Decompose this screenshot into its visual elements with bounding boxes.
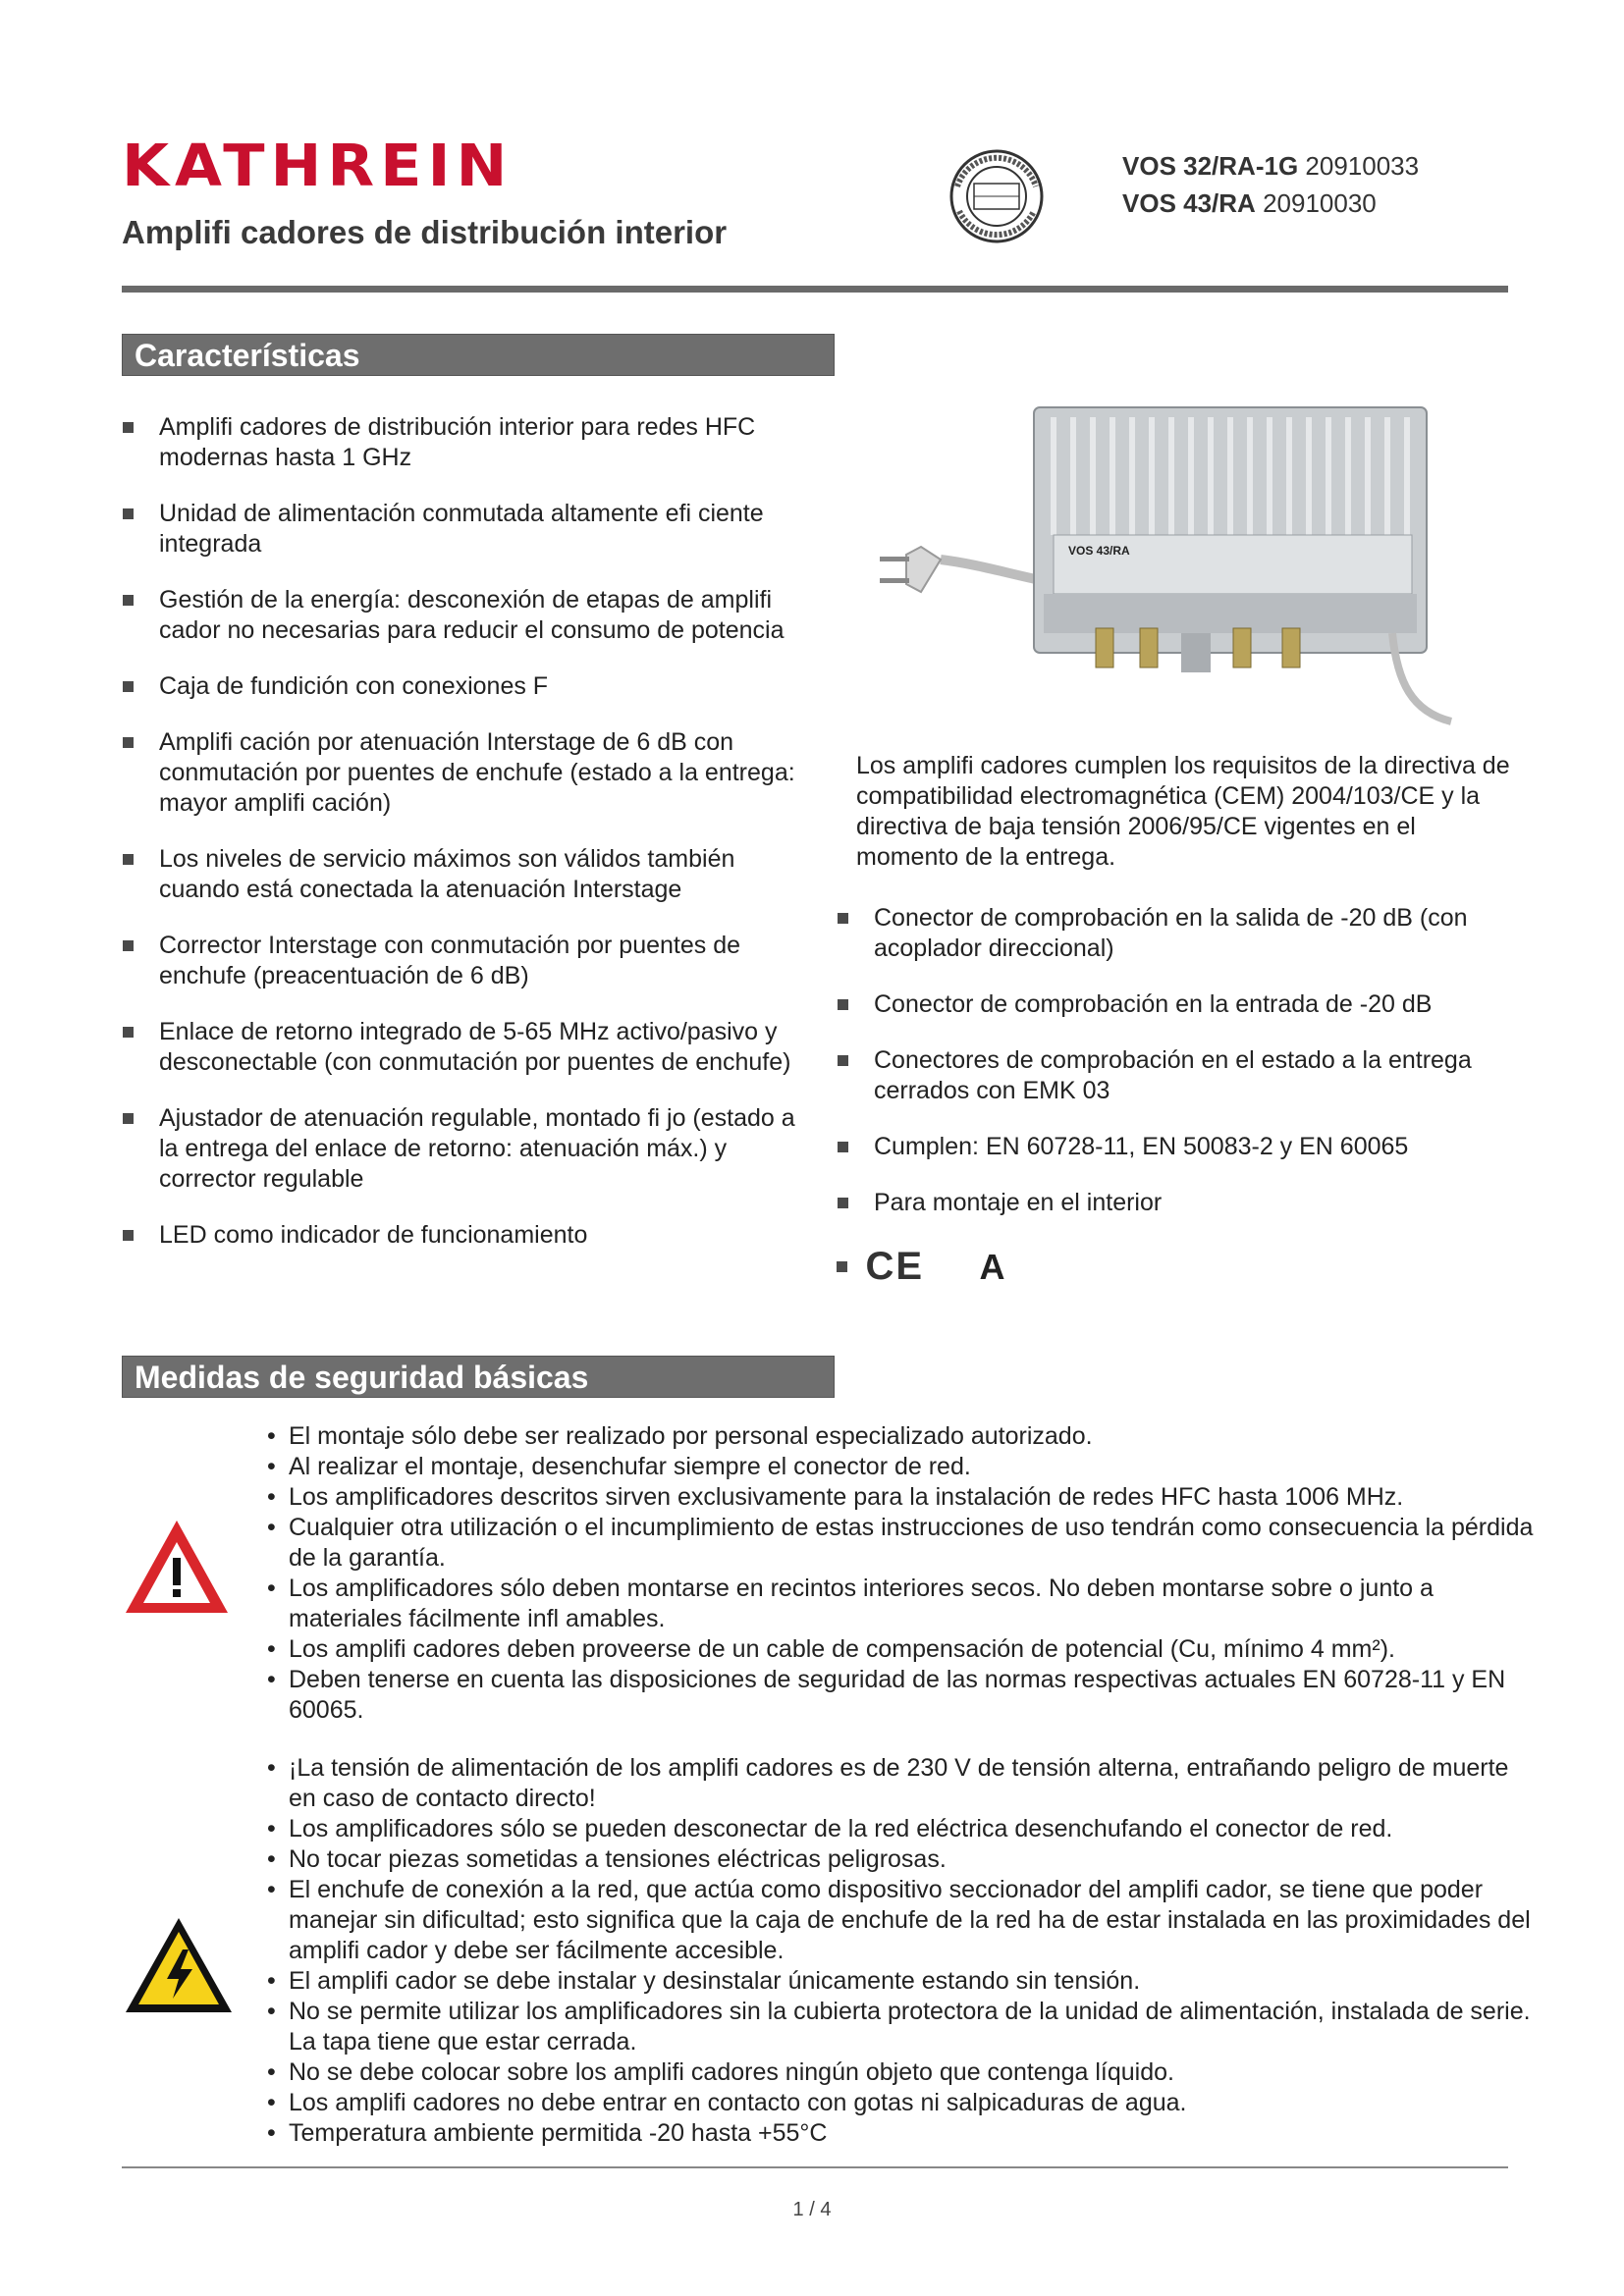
amplifier-device-image [862,388,1471,751]
list-item: • No se debe colocar sobre los amplifi cadores ningún objeto que contenga líquido. [267,2057,1534,2088]
safety-heading: Medidas de seguridad básicas [122,1356,835,1398]
high-voltage-warning-icon [122,1914,236,2016]
list-item: Para montaje en el interior [837,1188,1514,1218]
list-item: Caja de fundición con conexiones F [122,671,819,702]
safety-list-general [267,1421,1534,1726]
list-item: Unidad de alimentación conmutada altamente efi ciente integrada [122,499,819,560]
device-label: VOS 43/RA [1068,544,1130,558]
list-item: Ajustador de atenuación regulable, montado fi jo (estado a la entrega del enlace de retorno: atenuación máx.) y corrector regulable [122,1103,819,1195]
page-number: 1 / 4 [792,2199,832,2220]
list-item: • El amplifi cador se debe instalar y desinstalar únicamente estando sin tensión. [267,1966,1534,1997]
list-item: • Los amplificadores sólo deben montarse en recintos interiores secos. No deben montarse sobre o junto a materiales fácilmente infl amables. [267,1574,1534,1634]
model-name: VOS 43/RA [1122,188,1256,218]
list-item: Conectores de comprobación en el estado a la entrega cerrados con EMK 03 [837,1045,1514,1106]
ce-mark-icon: CE [865,1245,925,1288]
class-a-mark-icon: A [979,1246,1005,1287]
list-item: • El montaje sólo debe ser realizado por personal especializado autorizado. [267,1421,1534,1452]
features-heading: Características [122,334,835,376]
features-list [122,412,819,1276]
model-numbers [1122,147,1419,222]
list-item: Los niveles de servicio máximos son válidos también cuando está conectada la atenuación Interstage [122,844,819,905]
list-item: • No tocar piezas sometidas a tensiones eléctricas peligrosas. [267,1844,1534,1875]
list-item: LED como indicador de funcionamiento [122,1220,819,1251]
list-item: • El enchufe de conexión a la red, que actúa como dispositivo seccionador del amplifi cador, se tiene que poder manejar sin dificultad; esto significa que la caja de enchufe de la red ha de estar instalada en las proximidades del amplifi cador y debe ser fácilmente accesible. [267,1875,1534,1966]
test-connectors-list [837,903,1514,1244]
page-title: Amplifi cadores de distribución interior [122,214,728,250]
list-item: • Los amplificadores sólo se pueden desconectar de la red eléctrica desenchufando el conector de red. [267,1814,1534,1844]
kathrein-logo: KATHREIN [122,131,514,200]
model-line-2 [1122,185,1419,222]
list-item: • No se permite utilizar los amplificadores sin la cubierta protectora de la unidad de alimentación, instalada de serie. La tapa tiene que estar cerrada. [267,1997,1534,2057]
list-item: • Los amplifi cadores no debe entrar en contacto con gotas ni salpicaduras de agua. [267,2088,1534,2118]
list-item: • Los amplificadores descritos sirven exclusivamente para la instalación de redes HFC hasta 1006 MHz. [267,1482,1534,1513]
list-item: Gestión de la energía: desconexión de etapas de amplifi cador no necesarias para reducir el consumo de potencia [122,585,819,646]
certification-marks [837,1245,1005,1288]
header-divider [122,286,1508,293]
model-code: 20910033 [1305,151,1420,181]
footer-divider [122,2166,1508,2168]
list-item: • Deben tenerse en cuenta las disposiciones de seguridad de las normas respectivas actuales EN 60728-11 y EN 60065. [267,1665,1534,1726]
list-item: Conector de comprobación en la salida de -20 dB (con acoplador direccional) [837,903,1514,964]
list-item: Cumplen: EN 60728-11, EN 50083-2 y EN 60065 [837,1132,1514,1162]
list-item: Amplifi cación por atenuación Interstage de 6 dB con conmutación por puentes de enchufe (estado a la entrega: mayor amplifi cación) [122,727,819,819]
warning-triangle-icon [122,1517,232,1617]
model-code: 20910030 [1263,188,1377,218]
safety-list-electrical [267,1753,1534,2149]
directive-text: Los amplifi cadores cumplen los requisitos de la directiva de compatibilidad electromagnética (CEM) 2004/103/CE y la directiva de baja tensión 2006/95/CE vigentes en el momento de la entrega. [856,752,1510,871]
list-item: • ¡La tensión de alimentación de los amplifi cadores es de 230 V de tensión alterna, entrañando peligro de muerte en caso de contacto directo! [267,1753,1534,1814]
list-item: • Los amplifi cadores deben proveerse de un cable de compensación de potencial (Cu, mínimo 4 mm²). [267,1634,1534,1665]
list-item: Enlace de retorno integrado de 5-65 MHz activo/pasivo y desconectable (con conmutación por puentes de enchufe) [122,1017,819,1078]
model-line-1 [1122,147,1419,185]
made-in-germany-seal-icon [947,147,1046,245]
list-item: Amplifi cadores de distribución interior para redes HFC modernas hasta 1 GHz [122,412,819,473]
list-item: Corrector Interstage con conmutación por puentes de enchufe (preacentuación de 6 dB) [122,931,819,991]
list-item: • Al realizar el montaje, desenchufar siempre el conector de red. [267,1452,1534,1482]
model-name: VOS 32/RA-1G [1122,151,1299,181]
list-item: • Cualquier otra utilización o el incumplimiento de estas instrucciones de uso tendrán como consecuencia la pérdida de la garantía. [267,1513,1534,1574]
list-item: • Temperatura ambiente permitida -20 hasta +55°C [267,2118,1534,2149]
list-item: Conector de comprobación en la entrada de -20 dB [837,989,1514,1020]
bullet [837,1261,847,1272]
